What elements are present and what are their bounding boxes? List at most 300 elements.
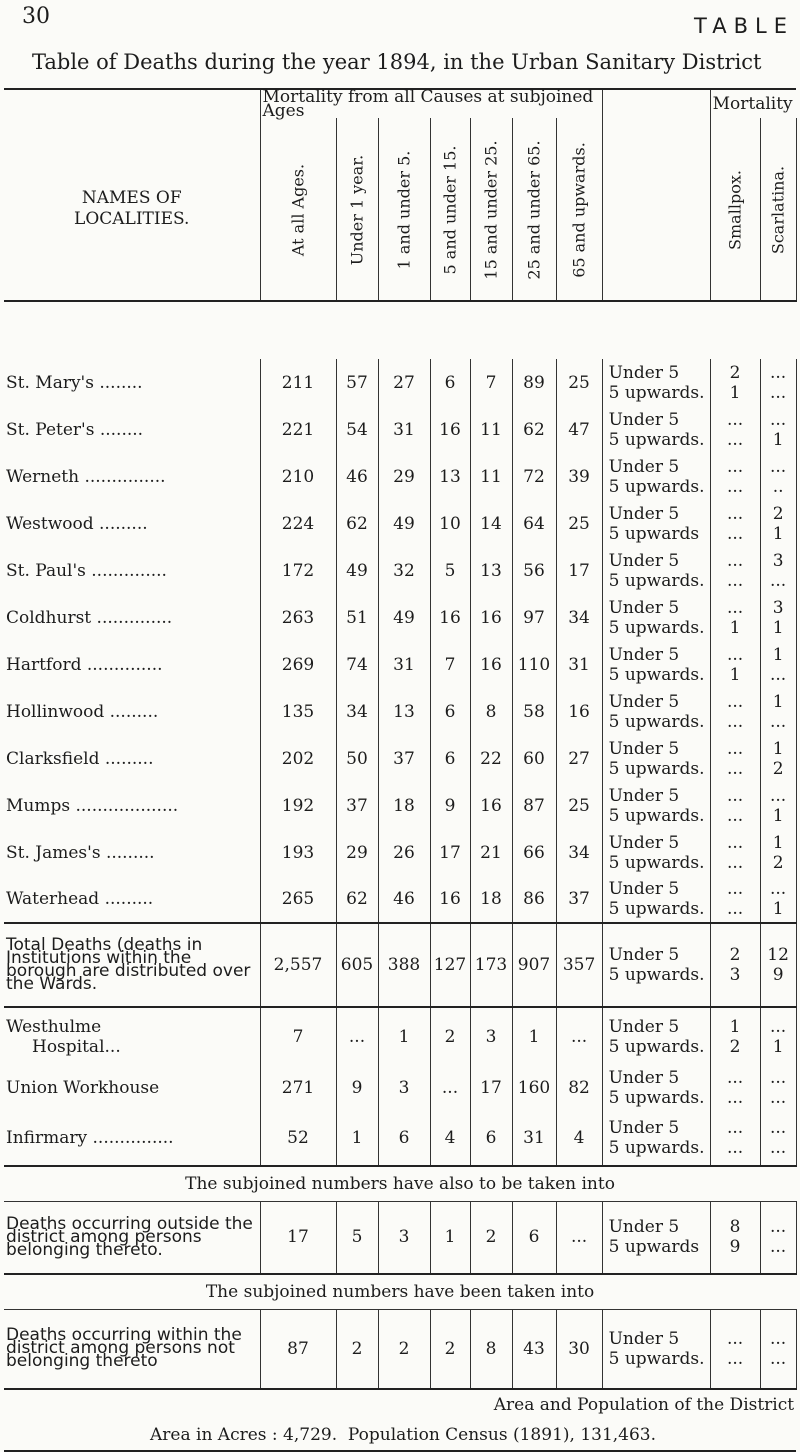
cell-age-5: 64	[512, 500, 556, 547]
column-header-label: 65 and upwards.	[569, 142, 589, 278]
cell-age-4: 16	[470, 782, 512, 829]
under-5-label: Under 5	[608, 785, 680, 806]
cell-age-4: 11	[470, 406, 512, 453]
locality-name: Westwood .........	[6, 513, 148, 534]
institution-name	[4, 1007, 260, 1065]
cell-age-6: 30	[556, 1309, 602, 1389]
cell-age-1: 62	[336, 876, 378, 923]
cell-age-4: 16	[470, 594, 512, 641]
cell-age-6: ...	[556, 1202, 602, 1274]
cell-age-3: 5	[430, 547, 470, 594]
institutions-body	[4, 1007, 796, 1166]
mortality-group-header: Mortality	[710, 89, 796, 118]
within-row	[4, 1309, 796, 1389]
cell-age-6: 27	[556, 735, 602, 782]
cell-age-2: 49	[378, 500, 430, 547]
under-5-value: 2	[729, 945, 741, 965]
banner1-row	[4, 1166, 796, 1202]
upwards-value: 9	[729, 1237, 741, 1258]
five-upwards-label: 5 upwards.	[608, 758, 705, 779]
cell-age-4: 13	[470, 547, 512, 594]
cell-age-3: 10	[430, 500, 470, 547]
smallpox-cell	[710, 641, 760, 688]
cell-age-4: 7	[470, 359, 512, 406]
scarlatina-cell	[760, 688, 796, 735]
five-upwards-label: 5 upwards.	[608, 805, 705, 826]
age-split-label	[602, 735, 710, 782]
cell-age-5: 97	[512, 594, 556, 641]
locality-name: St. James's .........	[6, 842, 155, 863]
age-split-label	[602, 1065, 710, 1110]
institution-row	[4, 1007, 796, 1065]
age-split-label	[602, 876, 710, 923]
cell-age-0: 211	[260, 359, 336, 406]
under-5-value: 8	[729, 1217, 741, 1238]
under-5-value: ...	[726, 832, 744, 853]
cell-age-0: 192	[260, 782, 336, 829]
under-5-value: 12	[767, 945, 789, 965]
cell-age-2: 3	[378, 1065, 430, 1110]
under-5-value: ...	[769, 409, 787, 430]
total-body	[4, 923, 796, 1007]
outside-deaths-label: Deaths occurring outside the district among persons belonging thereto.	[6, 1213, 253, 1260]
smallpox-cell	[710, 1007, 760, 1065]
cell-age-5: 86	[512, 876, 556, 923]
under-5-label: Under 5	[608, 1117, 680, 1138]
localities-body	[4, 359, 796, 923]
cell-age-4: 173	[470, 923, 512, 1007]
smallpox-cell	[710, 735, 760, 782]
cell-age-3: 17	[430, 829, 470, 876]
under-5-value: ...	[726, 1328, 744, 1349]
footer-area: Area in Acres : 4,729.	[150, 1425, 338, 1445]
disease-header-label: Scarlatina.	[768, 165, 788, 255]
column-header-label: Under 1 year.	[347, 154, 367, 266]
scarlatina-cell	[760, 500, 796, 547]
cell-age-5: 87	[512, 782, 556, 829]
cell-age-0: 87	[260, 1309, 336, 1389]
disease-header-label: Smallpox.	[725, 170, 745, 250]
locality-row	[4, 500, 796, 547]
cell-age-3: 16	[430, 876, 470, 923]
cell-age-0: 7	[260, 1007, 336, 1065]
scarlatina-cell	[760, 406, 796, 453]
five-upwards-label: 5 upwards.	[608, 1036, 705, 1057]
cell-age-2: 1	[378, 1007, 430, 1065]
cell-age-3: 13	[430, 453, 470, 500]
cell-age-5: 60	[512, 735, 556, 782]
under-5-label: Under 5	[608, 597, 680, 618]
banner-been-taken: The subjoined numbers have been taken into	[4, 1274, 796, 1310]
scarlatina-cell	[760, 453, 796, 500]
under-5-label: Under 5	[608, 1217, 680, 1238]
cell-age-1: ...	[336, 1007, 378, 1065]
upwards-value: ...	[769, 382, 787, 403]
column-header-label: At all Ages.	[288, 163, 308, 257]
under-5-value: ...	[769, 1328, 787, 1349]
locality-row	[4, 782, 796, 829]
locality-name: Mumps ...................	[6, 795, 179, 816]
within-body	[4, 1309, 796, 1389]
cell-age-1: 1	[336, 1110, 378, 1166]
scarlatina-cell	[760, 782, 796, 829]
cell-age-6: 47	[556, 406, 602, 453]
cell-age-0: 202	[260, 735, 336, 782]
deaths-table	[4, 88, 797, 1452]
column-header-label: 15 and under 25.	[481, 140, 501, 280]
cell-age-4: 22	[470, 735, 512, 782]
cell-age-6: 357	[556, 923, 602, 1007]
scarlatina-cell	[760, 1202, 796, 1274]
institution-row	[4, 1110, 796, 1166]
cell-age-2: 29	[378, 453, 430, 500]
under-5-value: ...	[726, 503, 744, 524]
smallpox-cell	[710, 1110, 760, 1166]
under-5-value: 3	[772, 550, 784, 571]
cell-age-5: 31	[512, 1110, 556, 1166]
under-5-value: ...	[769, 785, 787, 806]
cell-age-4: 17	[470, 1065, 512, 1110]
cell-age-0: 221	[260, 406, 336, 453]
column-header-1	[336, 118, 378, 301]
under-5-value: ...	[726, 1067, 744, 1088]
cell-age-5: 110	[512, 641, 556, 688]
upwards-value: 1	[729, 382, 741, 403]
upwards-value: ...	[726, 758, 744, 779]
names-header-line2: LOCALITIES.	[74, 209, 190, 229]
under-5-label: Under 5	[608, 503, 680, 524]
five-upwards-label: 5 upwards.	[608, 429, 705, 450]
under-5-value: ...	[769, 1217, 787, 1238]
banner-also-taken: The subjoined numbers have also to be taken into	[4, 1166, 796, 1202]
under-5-value: ...	[726, 644, 744, 665]
upwards-value: 2	[772, 852, 784, 873]
scarlatina-cell	[760, 735, 796, 782]
cell-age-3: 6	[430, 735, 470, 782]
scarlatina-cell	[760, 829, 796, 876]
all-causes-group-header: Mortality from all Causes at subjoined Ages	[260, 89, 602, 118]
upwards-value: ...	[769, 664, 787, 685]
under-5-value: ...	[726, 879, 744, 899]
under-5-value: ...	[769, 879, 787, 899]
cell-age-5: 66	[512, 829, 556, 876]
under-5-value: ...	[769, 1067, 787, 1088]
upwards-value: ...	[769, 711, 787, 732]
cell-age-2: 13	[378, 688, 430, 735]
cell-age-2: 26	[378, 829, 430, 876]
five-upwards-label: 5 upwards.	[608, 476, 705, 497]
scarlatina-cell	[760, 359, 796, 406]
age-split-label	[602, 359, 710, 406]
total-deaths-label: Total Deaths (deaths in Institutions within the borough are distributed over the Wards.	[4, 923, 260, 1007]
cell-age-1: 9	[336, 1065, 378, 1110]
upwards-value: ...	[726, 1087, 744, 1108]
cell-age-2: 49	[378, 594, 430, 641]
age-split-label	[602, 829, 710, 876]
locality-row	[4, 876, 796, 923]
cell-age-2: 27	[378, 359, 430, 406]
under-5-label: Under 5	[608, 644, 680, 665]
cell-age-6: 25	[556, 359, 602, 406]
under-5-value: 1	[772, 832, 784, 853]
under-5-label: Under 5	[608, 1016, 680, 1037]
cell-age-6: 16	[556, 688, 602, 735]
scarlatina-cell	[760, 594, 796, 641]
scarlatina-cell	[760, 1110, 796, 1166]
institution-row	[4, 1065, 796, 1110]
smallpox-cell	[710, 594, 760, 641]
cell-age-4: 2	[470, 1202, 512, 1274]
under-5-label: Under 5	[608, 945, 680, 965]
cell-age-4: 11	[470, 453, 512, 500]
institution-name	[4, 1110, 260, 1166]
names-header-line1: NAMES OF	[81, 188, 182, 208]
cell-age-0: 224	[260, 500, 336, 547]
age-split-label	[602, 453, 710, 500]
five-upwards-label: 5 upwards.	[608, 382, 705, 403]
cell-age-2: 388	[378, 923, 430, 1007]
cell-age-0: 263	[260, 594, 336, 641]
cell-age-6: 17	[556, 547, 602, 594]
cell-age-4: 8	[470, 688, 512, 735]
cell-age-2: 31	[378, 641, 430, 688]
cell-age-0: 2,557	[260, 923, 336, 1007]
cell-age-5: 72	[512, 453, 556, 500]
locality-name: Coldhurst ..............	[6, 607, 173, 628]
cell-age-3: 2	[430, 1007, 470, 1065]
cell-age-3: 9	[430, 782, 470, 829]
upwards-value: ...	[726, 1137, 744, 1158]
cell-age-2: 3	[378, 1202, 430, 1274]
under-5-label: Under 5	[608, 362, 680, 383]
smallpox-cell	[710, 1065, 760, 1110]
cell-age-5: 56	[512, 547, 556, 594]
locality-row	[4, 406, 796, 453]
age-split-label	[602, 1202, 710, 1274]
under-5-value: ...	[726, 550, 744, 571]
outside-row	[4, 1202, 796, 1274]
upwards-value: ...	[726, 570, 744, 591]
upwards-value: 3	[729, 965, 741, 985]
under-5-value: ...	[726, 409, 744, 430]
age-split-label	[602, 500, 710, 547]
cell-age-3: 7	[430, 641, 470, 688]
locality-name: St. Mary's ........	[6, 372, 143, 393]
disease-header-0	[710, 118, 760, 301]
cell-age-0: 193	[260, 829, 336, 876]
under-5-value: ...	[769, 1117, 787, 1138]
cell-age-0: 265	[260, 876, 336, 923]
footer-row2	[4, 1420, 796, 1451]
age-split-label	[602, 688, 710, 735]
locality-row	[4, 547, 796, 594]
cell-age-1: 74	[336, 641, 378, 688]
cell-age-0: 269	[260, 641, 336, 688]
cell-age-0: 17	[260, 1202, 336, 1274]
smallpox-cell	[710, 688, 760, 735]
five-upwards-label: 5 upwards.	[608, 1348, 705, 1369]
locality-name: Werneth ...............	[6, 466, 166, 487]
banner2-row	[4, 1274, 796, 1310]
upwards-value: ...	[726, 429, 744, 450]
cell-age-0: 172	[260, 547, 336, 594]
cell-age-3: 4	[430, 1110, 470, 1166]
five-upwards-label: 5 upwards.	[608, 899, 705, 919]
cell-age-1: 57	[336, 359, 378, 406]
locality-row	[4, 735, 796, 782]
column-header-label: 1 and under 5.	[394, 150, 414, 270]
smallpox-cell	[710, 547, 760, 594]
upwards-value: ...	[726, 1348, 744, 1369]
under-5-value: ...	[769, 362, 787, 383]
upwards-value: 1	[772, 899, 784, 919]
cell-age-0: 210	[260, 453, 336, 500]
locality-name: Hollinwood .........	[6, 701, 159, 722]
age-split-label	[602, 406, 710, 453]
column-header-label: 25 and under 65.	[524, 140, 544, 280]
under-5-label: Under 5	[608, 409, 680, 430]
scarlatina-cell	[760, 1065, 796, 1110]
cell-age-5: 907	[512, 923, 556, 1007]
scarlatina-cell	[760, 641, 796, 688]
cell-age-2: 46	[378, 876, 430, 923]
cell-age-6: 82	[556, 1065, 602, 1110]
total-row	[4, 923, 796, 1007]
column-header-0	[260, 118, 336, 301]
cell-age-1: 605	[336, 923, 378, 1007]
cell-age-1: 46	[336, 453, 378, 500]
cell-age-5: 1	[512, 1007, 556, 1065]
cell-age-1: 34	[336, 688, 378, 735]
scarlatina-cell	[760, 1309, 796, 1389]
cell-age-2: 6	[378, 1110, 430, 1166]
scarlatina-cell	[760, 547, 796, 594]
locality-name: Clarksfield .........	[6, 748, 154, 769]
upwards-value: 1	[772, 617, 784, 638]
smallpox-cell	[710, 500, 760, 547]
five-upwards-label: 5 upwards.	[608, 965, 705, 985]
cell-age-3: 1	[430, 1202, 470, 1274]
footer-area-population-heading: Area and Population of the District	[4, 1389, 796, 1420]
five-upwards-label: 5 upwards.	[608, 570, 705, 591]
institution-name-line2: Hospital...	[32, 1036, 121, 1057]
footer-area-and-census	[4, 1420, 796, 1451]
page-number: 30	[22, 4, 50, 29]
cell-age-1: 49	[336, 547, 378, 594]
under-5-value: ...	[726, 738, 744, 759]
cell-age-0: 52	[260, 1110, 336, 1166]
upwards-value: ...	[769, 1237, 787, 1258]
disease-header-1	[760, 118, 796, 301]
under-5-label: Under 5	[608, 1067, 680, 1088]
locality-row	[4, 359, 796, 406]
smallpox-cell	[710, 453, 760, 500]
age-group-header-blank	[602, 118, 710, 301]
cell-age-3: ...	[430, 1065, 470, 1110]
under-5-value: 1	[772, 738, 784, 759]
cell-age-0: 135	[260, 688, 336, 735]
outside-body	[4, 1202, 796, 1274]
cell-age-6: 39	[556, 453, 602, 500]
cell-age-3: 2	[430, 1309, 470, 1389]
smallpox-cell	[710, 829, 760, 876]
under-5-value: 1	[729, 1016, 741, 1037]
cell-age-1: 51	[336, 594, 378, 641]
upwards-value: ...	[726, 805, 744, 826]
cell-age-4: 14	[470, 500, 512, 547]
table-heading-word: TABLE	[694, 14, 794, 38]
under-5-label: Under 5	[608, 1328, 680, 1349]
cell-age-5: 6	[512, 1202, 556, 1274]
cell-age-2: 31	[378, 406, 430, 453]
age-header-spacer	[602, 89, 710, 118]
under-5-label: Under 5	[608, 691, 680, 712]
age-split-label	[602, 1110, 710, 1166]
cell-age-6: 34	[556, 594, 602, 641]
cell-age-1: 29	[336, 829, 378, 876]
cell-age-6: 34	[556, 829, 602, 876]
institution-name	[4, 1065, 260, 1110]
upwards-value: ...	[769, 1087, 787, 1108]
smallpox-cell	[710, 1202, 760, 1274]
under-5-label: Under 5	[608, 738, 680, 759]
under-5-value: ...	[769, 456, 787, 477]
under-5-value: ...	[726, 691, 744, 712]
locality-name: St. Peter's ........	[6, 419, 144, 440]
cell-age-6: 37	[556, 876, 602, 923]
upwards-value: 1	[772, 1036, 784, 1057]
upwards-value: 1	[729, 617, 741, 638]
under-5-value: ...	[726, 597, 744, 618]
cell-age-4: 3	[470, 1007, 512, 1065]
scarlatina-cell	[760, 876, 796, 923]
locality-row	[4, 688, 796, 735]
under-5-value: ...	[726, 785, 744, 806]
cell-age-3: 16	[430, 406, 470, 453]
column-header-2	[378, 118, 430, 301]
column-header-3	[430, 118, 470, 301]
upwards-value: ..	[772, 476, 784, 497]
cell-age-1: 62	[336, 500, 378, 547]
upwards-value: 1	[729, 664, 741, 685]
upwards-value: 1	[772, 805, 784, 826]
names-header	[4, 118, 260, 301]
cell-age-2: 32	[378, 547, 430, 594]
cell-age-3: 127	[430, 923, 470, 1007]
under-5-value: ...	[726, 1117, 744, 1138]
cell-age-4: 6	[470, 1110, 512, 1166]
upwards-value: 1	[772, 523, 784, 544]
under-5-label: Under 5	[608, 832, 680, 853]
cell-age-6: 25	[556, 782, 602, 829]
age-split-label	[602, 547, 710, 594]
under-5-label: Under 5	[608, 550, 680, 571]
cell-age-5: 43	[512, 1309, 556, 1389]
locality-name: St. Paul's ..............	[6, 560, 167, 581]
cell-age-5: 62	[512, 406, 556, 453]
cell-age-6: ...	[556, 1007, 602, 1065]
cell-age-1: 2	[336, 1309, 378, 1389]
cell-age-5: 58	[512, 688, 556, 735]
age-split-label	[602, 782, 710, 829]
cell-age-6: 25	[556, 500, 602, 547]
cell-age-4: 8	[470, 1309, 512, 1389]
cell-age-0: 271	[260, 1065, 336, 1110]
upwards-value: 2	[729, 1036, 741, 1057]
cell-age-1: 50	[336, 735, 378, 782]
institution-name-line1: Westhulme	[6, 1016, 102, 1037]
upwards-value: ...	[726, 899, 744, 919]
